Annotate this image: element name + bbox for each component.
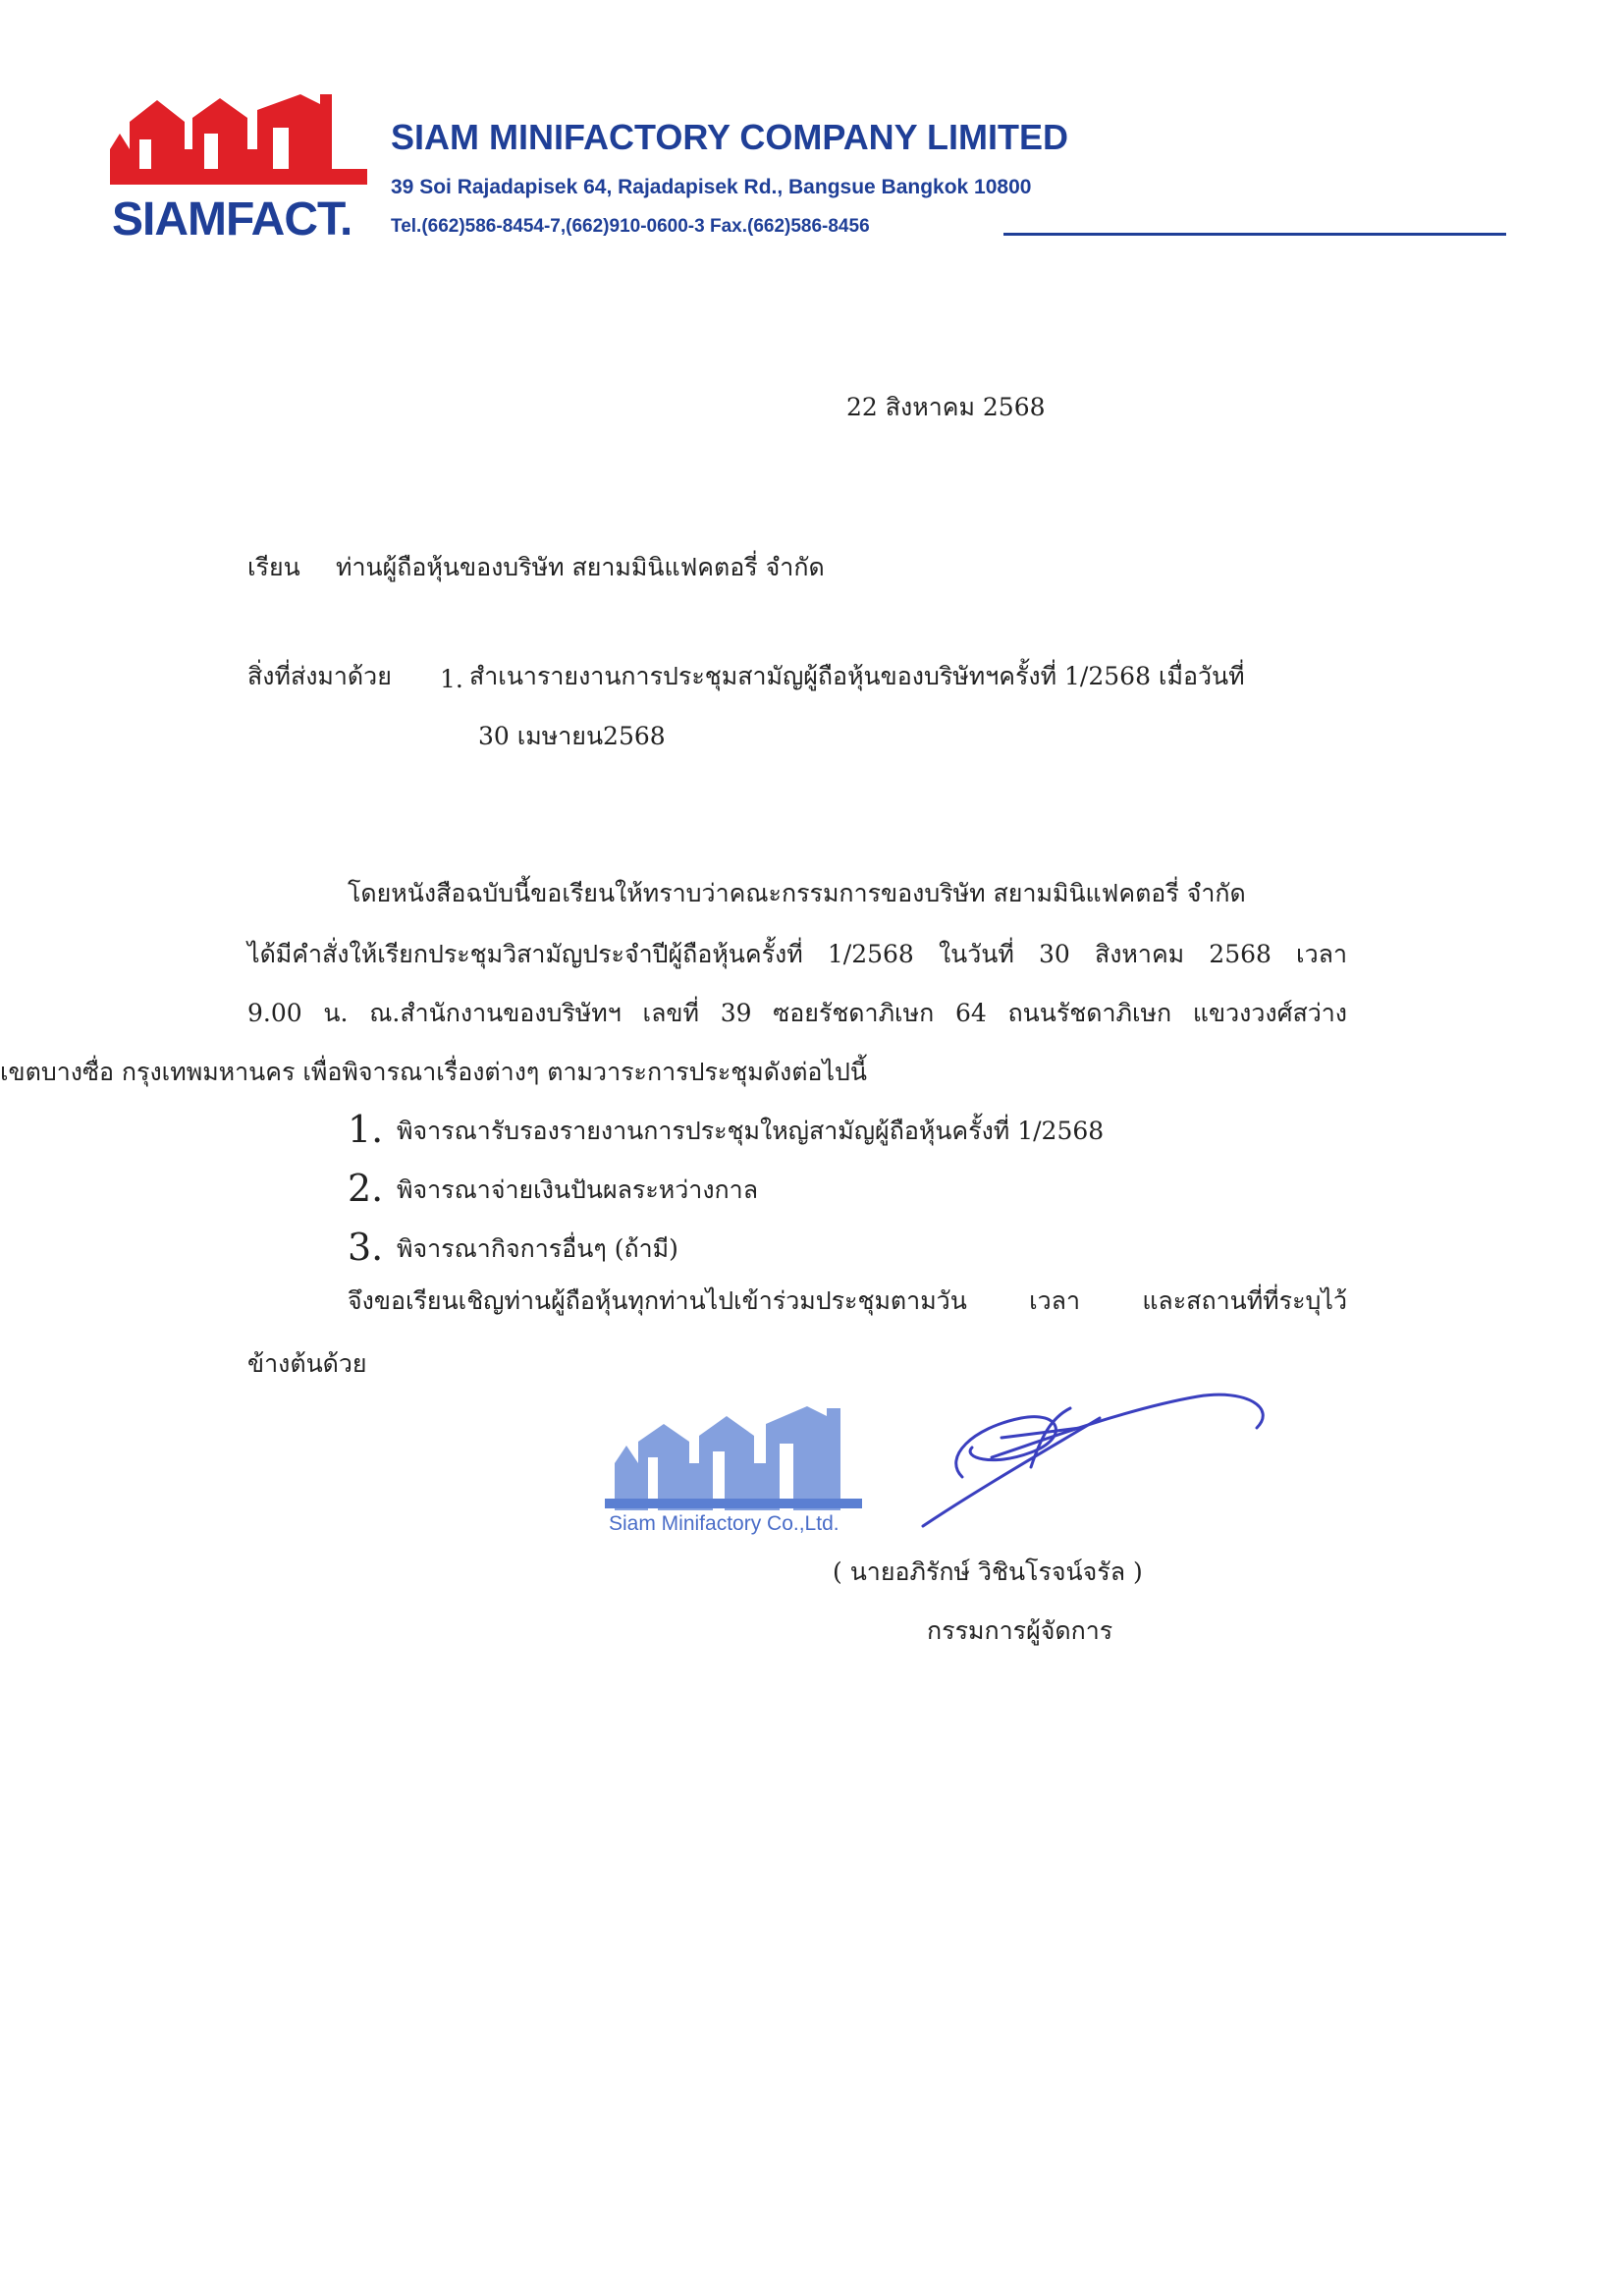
enclosure-text-line: สำเนารายงานการประชุมสามัญผู้ถือหุ้นของบริษัทฯครั้งที่ 1/2568 เมื่อวันที่ — [469, 662, 1245, 690]
closing-line: จึงขอเรียนเชิญท่านผู้ถือหุ้นทุกท่านไปเข้าร่วมประชุมตามวัน เวลา และสถานที่ที่ระบุไว้ — [348, 1286, 1347, 1315]
enclosure-label: สิ่งที่ส่งมาด้วย — [247, 662, 392, 690]
body-paragraph-line: เขตบางซื่อ กรุงเทพมหานคร เพื่อพิจารณาเรื่องต่างๆ ตามวาระการประชุมดังต่อไปนี้ — [0, 1058, 867, 1086]
enclosure-text-line: 30 เมษายน2568 — [478, 722, 666, 750]
body-paragraph-line: ได้มีคำสั่งให้เรียกประชุมวิสามัญประจำปีผู้ถือหุ้นครั้งที่ 1/2568 ในวันที่ 30 สิงหาคม 2568 เวลา — [247, 940, 1347, 968]
agenda-item-number: 2. — [348, 1167, 384, 1210]
body-paragraph-line: โดยหนังสือฉบับนี้ขอเรียนให้ทราบว่าคณะกรรมการของบริษัท สยามมินิแฟคตอรี่ จำกัด — [348, 879, 1246, 907]
company-name: SIAM MINIFACTORY COMPANY LIMITED — [391, 117, 1069, 157]
agenda-item-text: พิจารณากิจการอื่นๆ (ถ้ามี) — [397, 1234, 678, 1263]
agenda-item-number: 3. — [348, 1226, 384, 1269]
company-logo-icon — [110, 94, 367, 185]
logo-wordmark: SIAMFACT. — [112, 193, 352, 246]
agenda-item-number: 1. — [348, 1108, 384, 1151]
salutation-recipient: ท่านผู้ถือหุ้นของบริษัท สยามมินิแฟคตอรี่ จำกัด — [336, 553, 825, 581]
closing-line: ข้างต้นด้วย — [247, 1349, 367, 1378]
signer-name: ( นายอภิรักษ์ วิชินโรจน์จรัล ) — [833, 1558, 1143, 1586]
header-rule — [1003, 233, 1506, 236]
company-contact: Tel.(662)586-8454-7,(662)910-0600-3 Fax.(662)586-8456 — [391, 216, 870, 237]
agenda-item-text: พิจารณาจ่ายเงินปันผลระหว่างกาล — [397, 1175, 759, 1204]
salutation-label: เรียน — [247, 553, 300, 581]
signer-title: กรรมการผู้จัดการ — [927, 1616, 1113, 1645]
company-address: 39 Soi Rajadapisek 64, Rajadapisek Rd., Bangsue Bangkok 10800 — [391, 176, 1032, 198]
enclosure-number: 1. — [440, 665, 463, 693]
agenda-item-text: พิจารณารับรองรายงานการประชุมใหญ่สามัญผู้ถือหุ้นครั้งที่ 1/2568 — [397, 1117, 1105, 1145]
company-stamp-icon — [605, 1402, 880, 1510]
stamp-label: Siam Minifactory Co.,Ltd. — [609, 1512, 839, 1535]
signature-icon — [903, 1379, 1276, 1536]
letter-date: 22 สิงหาคม 2568 — [846, 393, 1046, 421]
body-paragraph-line: 9.00 น. ณ.สำนักงานของบริษัทฯ เลขที่ 39 ซอยรัชดาภิเษก 64 ถนนรัชดาภิเษก แขวงวงศ์สว่าง — [247, 999, 1347, 1027]
